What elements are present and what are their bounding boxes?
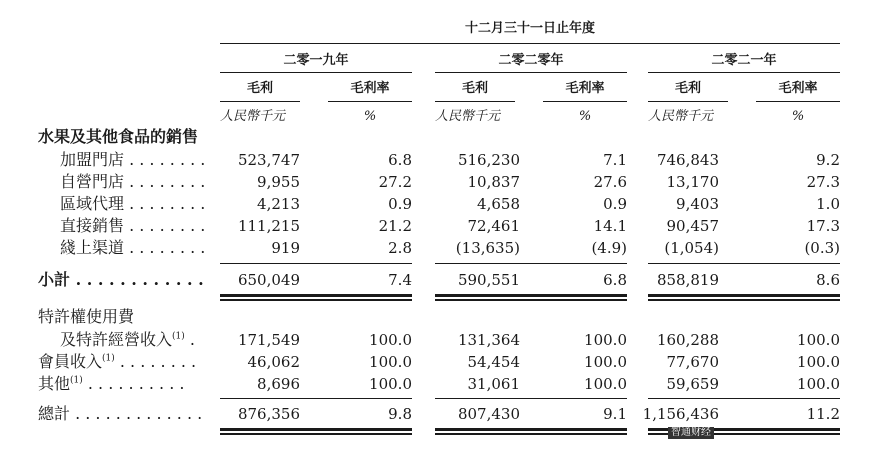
cell: 13,170 [666,173,719,191]
row-label: 加盟門店 . . . . . . . . [60,150,206,169]
cell: 9,955 [257,173,300,191]
unit-gpm-2021: % [791,109,805,124]
cell: 919 [271,239,300,257]
row-label: 直接銷售 . . . . . . . . [60,216,206,235]
cell: 9.1 [603,405,627,423]
cell: 807,430 [457,405,520,423]
year-rule-2020 [435,72,627,73]
subtotal-double-rule [648,299,840,301]
cell: 2.8 [388,239,412,257]
cell: 4,213 [257,195,300,213]
total-double-rule [435,433,627,435]
col-rule [435,101,515,102]
subtotal-top-rule [220,263,412,264]
table-row [0,216,876,236]
subtotal-top-rule [435,263,627,264]
col-gp-2019: 毛利 [246,81,273,96]
table-row [0,194,876,214]
cell: 590,551 [457,271,520,289]
row-label: 區域代理 . . . . . . . . [60,194,206,213]
subtotal-double-rule [220,299,412,301]
row-label: 自營門店 . . . . . . . . [60,172,206,191]
year-2020: 二零二零年 [498,53,564,68]
cell: 100.0 [797,331,840,349]
year-rule-2021 [648,72,840,73]
cell: 523,747 [237,151,300,169]
cell: 516,230 [457,151,520,169]
subtotal-double-rule [435,294,627,297]
table-row [0,150,876,170]
cell: 27.2 [378,173,412,191]
cell: 6.8 [603,271,627,289]
membership-label: 會員收入$^{(1)}$ . . . . . . . . [38,352,197,371]
cell: 876,356 [237,405,300,423]
cell: 100.0 [584,331,627,349]
cell: 14.1 [593,217,627,235]
cell: (1,054) [664,239,719,257]
unit-gp-2021: 人民幣千元 [648,109,714,124]
cell: 46,062 [247,353,300,371]
cell: 650,049 [237,271,300,289]
cell: 746,843 [656,151,719,169]
cell: 9.8 [388,405,412,423]
col-gpm-2020: 毛利率 [565,81,605,96]
total-label: 總計 . . . . . . . . . . . . . [38,404,203,423]
col-gp-2021: 毛利 [674,81,701,96]
cell: 100.0 [797,375,840,393]
unit-gpm-2019: % [363,109,377,124]
cell: 0.9 [603,195,627,213]
table-row [0,172,876,192]
cell: 10,837 [467,173,520,191]
cell: 72,461 [467,217,520,235]
subtotal-label: 小計 . . . . . . . . . . . . [38,270,204,289]
subtotal-top-rule [648,263,840,264]
cell: 100.0 [797,353,840,371]
unit-gpm-2020: % [578,109,592,124]
cell: 90,457 [666,217,719,235]
col-gpm-2021: 毛利率 [778,81,818,96]
cell: 100.0 [369,375,412,393]
cell: 7.1 [603,151,627,169]
total-top-rule [648,398,840,399]
unit-gp-2020: 人民幣千元 [435,109,501,124]
total-double-rule [435,428,627,431]
cell: 8.6 [816,271,840,289]
table-row [0,352,876,372]
total-top-rule [220,398,412,399]
cell: 131,364 [457,331,520,349]
cell: 17.3 [806,217,840,235]
cell: 100.0 [369,331,412,349]
cell: 171,549 [237,331,300,349]
cell: 11.2 [806,405,840,423]
franchise-label-line1: 特許權使用費 [38,307,135,326]
cell: 0.9 [388,195,412,213]
col-gp-2020: 毛利 [461,81,488,96]
total-row [0,404,876,424]
year-2019: 二零一九年 [283,53,349,68]
cell: 6.8 [388,151,412,169]
cell: 100.0 [584,353,627,371]
cell: 27.6 [593,173,627,191]
franchise-label-line2: 及特許經營收入$^{(1)}$ . [60,330,195,349]
year-rule-2019 [220,72,412,73]
cell: 8,696 [257,375,300,393]
cell: 9,403 [676,195,719,213]
subtotal-double-rule [220,294,412,297]
col-gpm-2019: 毛利率 [350,81,390,96]
col-rule [220,101,300,102]
watermark-logo: 智通财经 [668,427,714,439]
period-header: 十二月三十一日止年度 [464,21,595,36]
others-label: 其他$^{(1)}$ . . . . . . . . . . [38,374,185,393]
cell: (13,635) [455,239,520,257]
cell: 1.0 [816,195,840,213]
cell: 21.2 [378,217,412,235]
cell: 59,659 [666,375,719,393]
col-rule [543,101,627,102]
cell: 77,670 [666,353,719,371]
subtotal-double-rule [648,294,840,297]
total-double-rule [220,433,412,435]
cell: 100.0 [369,353,412,371]
table-row [0,374,876,394]
unit-gp-2019: 人民幣千元 [220,109,286,124]
subtotal-row [0,270,876,290]
table-row [0,238,876,258]
cell: 9.2 [816,151,840,169]
col-rule [756,101,840,102]
cell: 160,288 [656,331,719,349]
table-row [0,330,876,350]
cell: 4,658 [477,195,520,213]
cell: 31,061 [467,375,520,393]
cell: 54,454 [467,353,520,371]
cell: (4.9) [591,239,627,257]
year-2021: 二零二一年 [711,53,777,68]
section-title: 水果及其他食品的銷售 [38,127,199,146]
cell: 1,156,436 [642,405,719,423]
period-rule [220,43,840,44]
total-double-rule [220,428,412,431]
cell: 7.4 [388,271,412,289]
cell: 111,215 [237,217,300,235]
col-rule [648,101,728,102]
cell: 858,819 [656,271,719,289]
cell: (0.3) [804,239,840,257]
col-rule [328,101,412,102]
total-top-rule [435,398,627,399]
subtotal-double-rule [435,299,627,301]
cell: 27.3 [806,173,840,191]
row-label: 綫上渠道 . . . . . . . . [60,238,206,257]
cell: 100.0 [584,375,627,393]
